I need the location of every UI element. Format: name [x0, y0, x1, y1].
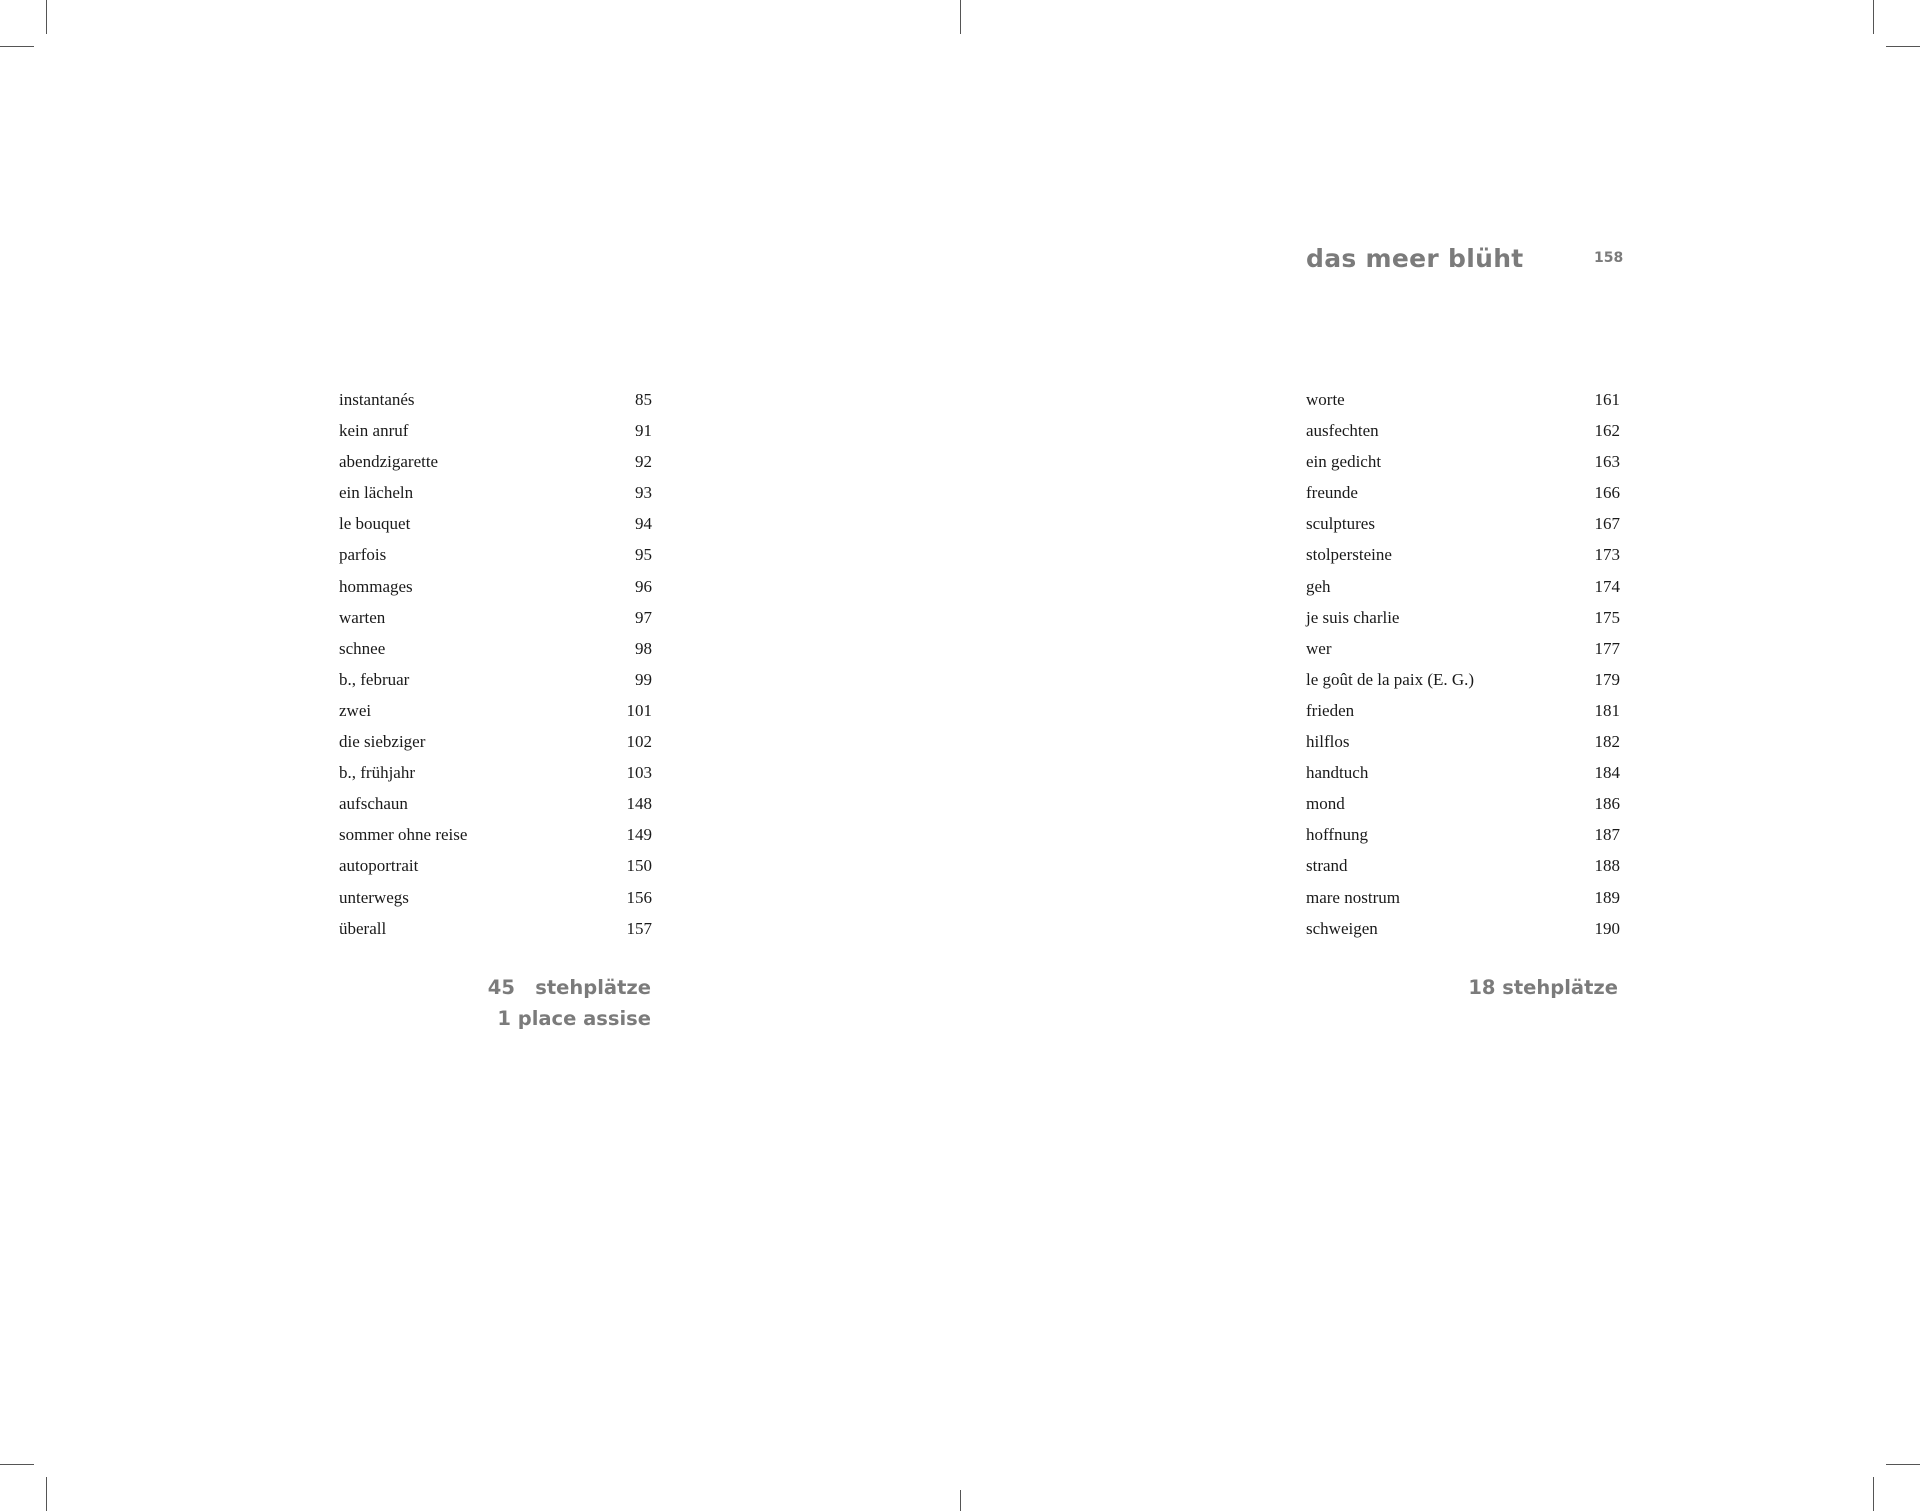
- entry-page: 174: [1594, 576, 1620, 596]
- toc-entry: [1306, 477, 1620, 508]
- entry-title: le goût de la paix (E. G.): [1306, 669, 1475, 689]
- entry-title: wer: [1306, 638, 1332, 658]
- crop-mark: [1873, 1477, 1874, 1511]
- entry-title: sculptures: [1306, 514, 1375, 534]
- entry-title: hilflos: [1306, 732, 1350, 752]
- toc-entry: [339, 850, 652, 881]
- entry-page: 182: [1594, 732, 1620, 752]
- crop-mark: [0, 1464, 34, 1465]
- entry-title: ein lächeln: [339, 483, 414, 503]
- left-footer-seated: 1 place assise: [497, 1007, 651, 1030]
- entry-page: 190: [1594, 918, 1620, 938]
- toc-entry: [1306, 446, 1620, 477]
- entry-page: 173: [1594, 545, 1620, 565]
- entry-page: 148: [626, 794, 652, 814]
- toc-entry: [339, 819, 652, 850]
- entry-page: 161: [1594, 390, 1620, 409]
- entry-page: 102: [626, 732, 652, 752]
- entry-page: 188: [1594, 856, 1620, 876]
- entry-page: 156: [626, 887, 652, 907]
- toc-entry: [1306, 539, 1620, 570]
- crop-mark: [1886, 1464, 1920, 1465]
- entry-page: 157: [626, 918, 652, 938]
- section-page-number: 158: [1594, 250, 1624, 266]
- toc-entry: [1306, 882, 1620, 913]
- toc-entry: [1306, 508, 1620, 539]
- entry-title: schnee: [339, 638, 386, 658]
- toc-entry: [1306, 571, 1620, 602]
- entry-page: 187: [1594, 825, 1620, 845]
- entry-page: 91: [635, 421, 652, 441]
- entry-title: geh: [1306, 576, 1331, 596]
- toc-entry: [339, 633, 652, 664]
- entry-title: worte: [1306, 390, 1345, 409]
- entry-title: hommages: [339, 576, 413, 596]
- entry-page: 162: [1594, 421, 1620, 441]
- entry-title: unterwegs: [339, 887, 409, 907]
- entry-title: mond: [1306, 794, 1345, 814]
- entry-title: frieden: [1306, 700, 1355, 720]
- toc-entry: [339, 913, 652, 944]
- toc-entry: [1306, 788, 1620, 819]
- crop-mark: [1873, 0, 1874, 34]
- toc-right: [1306, 384, 1620, 944]
- entry-page: 95: [635, 545, 652, 565]
- entry-page: 181: [1594, 700, 1620, 720]
- toc-entry: [1306, 913, 1620, 944]
- entry-title: warten: [339, 607, 386, 627]
- entry-title: schweigen: [1306, 918, 1378, 938]
- section-title: das meer blüht: [1306, 244, 1524, 273]
- entry-title: strand: [1306, 856, 1348, 876]
- entry-page: 179: [1594, 669, 1620, 689]
- entry-page: 98: [635, 638, 652, 658]
- toc-entry: [1306, 415, 1620, 446]
- entry-title: freunde: [1306, 483, 1358, 503]
- entry-title: handtuch: [1306, 763, 1369, 783]
- toc-entry: [339, 446, 652, 477]
- entry-page: 101: [626, 700, 652, 720]
- entry-title: b., februar: [339, 669, 410, 689]
- toc-entry: [1306, 633, 1620, 664]
- toc-entry: [339, 664, 652, 695]
- toc-entry: [1306, 850, 1620, 881]
- entry-page: 92: [635, 452, 652, 472]
- left-footer-standing: 45 stehplätze: [487, 976, 651, 999]
- toc-entry: [339, 602, 652, 633]
- entry-page: 85: [635, 390, 652, 409]
- entry-page: 97: [635, 607, 652, 627]
- entry-page: 167: [1594, 514, 1620, 534]
- entry-page: 93: [635, 483, 652, 503]
- toc-entry: [339, 571, 652, 602]
- entry-page: 149: [626, 825, 652, 845]
- entry-title: die siebziger: [339, 732, 426, 752]
- entry-title: überall: [339, 918, 387, 938]
- entry-title: parfois: [339, 545, 387, 565]
- toc-entry: [1306, 695, 1620, 726]
- entry-title: aufschaun: [339, 794, 408, 814]
- toc-entry: [339, 726, 652, 757]
- entry-title: abendzigarette: [339, 452, 439, 472]
- entry-title: zwei: [339, 700, 372, 720]
- crop-mark: [1886, 46, 1920, 47]
- entry-page: 103: [626, 763, 652, 783]
- entry-title: ein gedicht: [1306, 452, 1382, 472]
- entry-page: 150: [626, 856, 652, 876]
- toc-entry: [1306, 757, 1620, 788]
- entry-page: 177: [1594, 638, 1620, 658]
- toc-entry: [1306, 384, 1620, 415]
- toc-entry: [339, 757, 652, 788]
- entry-page: 163: [1594, 452, 1620, 472]
- entry-title: le bouquet: [339, 514, 411, 534]
- crop-mark: [960, 1490, 961, 1511]
- right-footer-standing: 18 stehplätze: [1468, 976, 1618, 999]
- entry-title: mare nostrum: [1306, 887, 1400, 907]
- toc-entry: [339, 788, 652, 819]
- toc-entry: [339, 384, 652, 415]
- entry-title: kein anruf: [339, 421, 409, 441]
- crop-mark: [960, 0, 961, 34]
- toc-left: [339, 384, 652, 944]
- entry-page: 189: [1594, 887, 1620, 907]
- entry-page: 175: [1594, 607, 1620, 627]
- entry-title: instantanés: [339, 390, 415, 409]
- toc-entry: [1306, 819, 1620, 850]
- entry-title: je suis charlie: [1306, 607, 1400, 627]
- entry-title: hoffnung: [1306, 825, 1369, 845]
- entry-page: 186: [1594, 794, 1620, 814]
- toc-entry: [339, 415, 652, 446]
- toc-entry: [339, 477, 652, 508]
- crop-mark: [46, 1477, 47, 1511]
- entry-title: b., frühjahr: [339, 763, 416, 783]
- entry-page: 96: [635, 576, 652, 596]
- entry-page: 94: [635, 514, 652, 534]
- toc-entry: [339, 539, 652, 570]
- entry-page: 166: [1594, 483, 1620, 503]
- toc-entry: [339, 882, 652, 913]
- toc-entry: [1306, 664, 1620, 695]
- entry-page: 184: [1594, 763, 1620, 783]
- entry-title: ausfechten: [1306, 421, 1379, 441]
- crop-mark: [46, 0, 47, 34]
- entry-title: stolpersteine: [1306, 545, 1392, 565]
- toc-entry: [1306, 726, 1620, 757]
- entry-title: autoportrait: [339, 856, 419, 876]
- crop-mark: [0, 46, 34, 47]
- toc-entry: [339, 695, 652, 726]
- entry-title: sommer ohne reise: [339, 825, 468, 845]
- entry-page: 99: [635, 669, 652, 689]
- toc-entry: [339, 508, 652, 539]
- toc-entry: [1306, 602, 1620, 633]
